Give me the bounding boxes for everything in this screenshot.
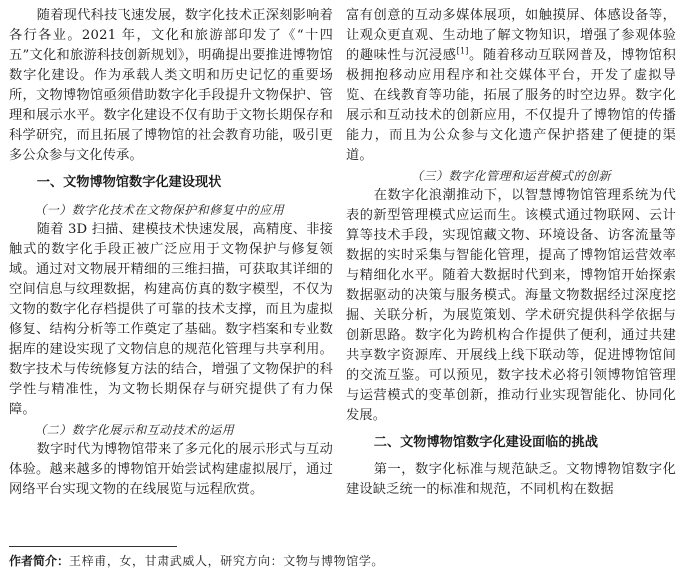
subsection-2-body: 数字时代为博物馆带来了多元化的展示形式与互动体验。越来越多的博物馆开始尝试构建虚拟展厅，通过网络平台实现文物的在线展览与远程欣赏。 bbox=[9, 442, 333, 497]
section-2-body: 第一，数字化标准与规范缺乏。文物博物馆数字化建设缺乏统一的标准和规范，不同机构在数据 bbox=[346, 462, 676, 497]
continued-text-end: 。随着移动互联网普及，博物馆积极拥抱移动应用程序和社交媒体平台，开发了虚拟导览、在线教育等功能，拓展了服务的时空边界。数字化展示和互动技术的创新应用，不仅提升了博物馆的传播能力，而且为公众参与文化遗产保护搭建了便捷的渠道。 bbox=[346, 48, 677, 163]
continued-paragraph bbox=[346, 6, 676, 166]
footnote-label: 作者简介： bbox=[9, 554, 70, 568]
section-heading-1: 一、文物博物馆数字化建设现状 bbox=[36, 175, 222, 190]
intro-paragraph: 随着现代科技飞速发展，数字化技术正深刻影响着各行各业。2021 年，文化和旅游部印发了《“十四五”文化和旅游科技创新规划》，明确提出要推进博物馆数字化建设。作为承载人类文明和历史记忆的重要场所，文物博物馆亟须借助数字化手段提升文物保护、管理和展示水平。数字化建设不仅有助于文物长期保存和科学研究，而且拓展了博物馆的社会教育功能，吸引更多公众参与文化传承。 bbox=[9, 8, 333, 163]
footnote-divider bbox=[9, 546, 177, 547]
right-column bbox=[346, 6, 676, 500]
subsection-heading-1: （一）数字化技术在文物保护和修复中的应用 bbox=[34, 203, 285, 217]
section-heading-2: 二、文物博物馆数字化建设面临的挑战 bbox=[373, 435, 598, 450]
left-column bbox=[9, 6, 333, 500]
continued-text-start: 富有创意的互动多媒体展项，如触摸屏、体感设备等，让观众更直观、生动地了解文物知识，增强了参观体验的趣味性与沉浸感 bbox=[346, 8, 676, 63]
subsection-1-body: 随着 3D 扫描、建模技术快速发展，高精度、非接触式的数字化手段正被广泛应用于文物保护与修复领域。通过对文物展开精细的三维扫描，可获取其详细的空间信息与纹理数据，构建高仿真的数字模型，不仅为文物的数字化存档提供了可靠的技术支撑，而且为虚拟修复、结构分析等工作奠定了基础。数字档案和专业数据库的建设实现了文物信息的规范化管理与共享利用。数字技术与传统修复方法的结合，增强了文物保护的科学性与精准性，为文物长期保存与研究提供了有力保障。 bbox=[9, 222, 333, 417]
subsection-heading-3: （三）数字化管理和运营模式的创新 bbox=[410, 169, 611, 183]
author-footnote bbox=[9, 553, 384, 569]
subsection-3-body: 在数字化浪潮推动下，以智慧博物馆管理系统为代表的新型管理模式应运而生。该模式通过物联网、云计算等技术手段，实现馆藏文物、环境设备、访客流量等数据的实时采集与智能化管理，提高了博物馆运营效率与精细化水平。随着大数据时代到来，博物馆开始探索数据驱动的决策与服务模式。海量文物数据经过深度挖掘、关联分析，为展览策划、学术研究提供科学依据与创新思路。数字化为跨机构合作提供了便利，通过共建共享数字资源库、开展线上线下联动等，促进博物馆间的交流互鉴。可以预见，数字技术必将引领博物馆管理与运营模式的变革创新，推动行业实现智能化、协同化发展。 bbox=[346, 188, 676, 423]
footnote-text: 王梓甫，女，甘肃武威人，研究方向：文物与博物馆学。 bbox=[69, 554, 385, 568]
reference-mark: [1] bbox=[456, 46, 469, 56]
subsection-heading-2: （二）数字化展示和互动技术的运用 bbox=[34, 423, 235, 437]
